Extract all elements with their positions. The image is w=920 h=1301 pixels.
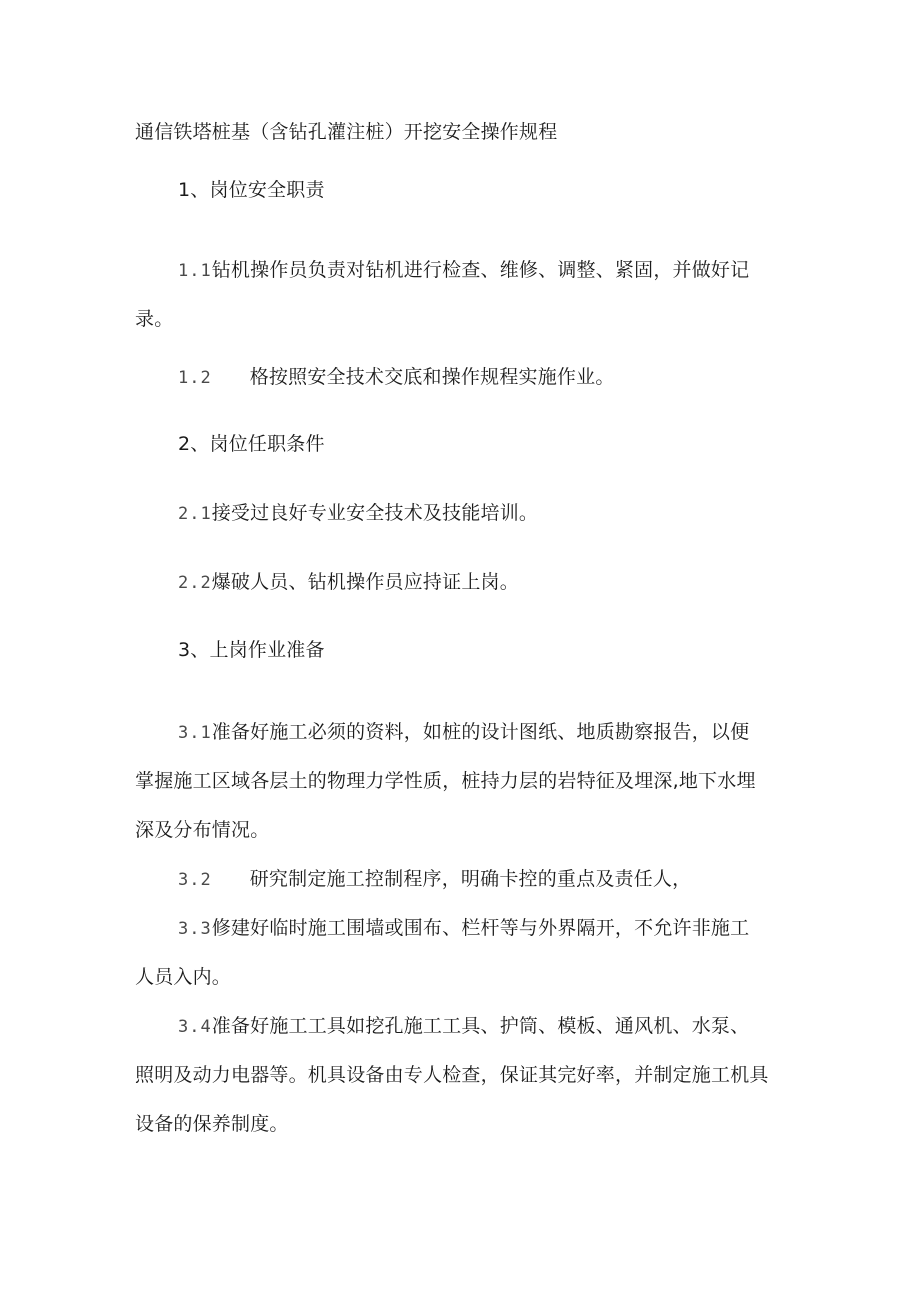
item-number: 3.2	[178, 870, 212, 890]
paragraph-text: 爆破人员、钻机操作员应持证上岗。	[211, 571, 519, 593]
paragraph-2-1	[178, 501, 538, 526]
paragraph-3-3	[178, 916, 749, 941]
paragraph-3-1	[178, 720, 749, 745]
paragraph-2-2	[178, 570, 519, 595]
paragraph-text: 准备好施工工具如挖孔施工工具、护筒、模板、通风机、水泵、	[211, 1015, 750, 1037]
item-number: 3.3	[178, 919, 212, 939]
section-heading-2: 2、岗位任职条件	[178, 433, 325, 455]
paragraph-3-4	[178, 1014, 749, 1039]
paragraph-3-4-continued-2: 设备的保养制度。	[135, 1113, 289, 1135]
paragraph-3-2	[178, 867, 691, 892]
paragraph-text: 格按照安全技术交底和操作规程实施作业。	[249, 366, 615, 388]
paragraph-3-1-continued-2: 深及分布情况。	[135, 819, 270, 841]
item-number: 3.4	[178, 1017, 212, 1037]
paragraph-text: 研究制定施工控制程序，明确卡控的重点及责任人，	[249, 868, 692, 890]
document-title: 通信铁塔桩基（含钻孔灌注桩）开挖安全操作规程	[135, 121, 558, 143]
paragraph-1-2	[178, 365, 615, 390]
item-number: 1.1	[178, 261, 212, 281]
item-number: 3.1	[178, 723, 212, 743]
paragraph-3-3-continued: 人员入内。	[135, 966, 232, 988]
paragraph-3-4-continued-1: 照明及动力电器等。机具设备由专人检查，保证其完好率，并制定施工机具	[135, 1064, 769, 1086]
item-number: 2.1	[178, 504, 212, 524]
section-heading-1: 1、岗位安全职责	[178, 179, 325, 201]
paragraph-text: 修建好临时施工围墙或围布、栏杆等与外界隔开，不允许非施工	[211, 917, 750, 939]
item-number: 1.2	[178, 368, 212, 388]
section-heading-3: 3、上岗作业准备	[178, 639, 325, 661]
item-number: 2.2	[178, 573, 212, 593]
paragraph-text: 钻机操作员负责对钻机进行检查、维修、调整、紧固，并做好记	[211, 259, 750, 281]
paragraph-3-1-continued-1: 掌握施工区域各层土的物理力学性质，桩持力层的岩特征及埋深,地下水埋	[135, 770, 756, 792]
paragraph-1-1	[178, 258, 749, 283]
paragraph-text: 准备好施工必须的资料，如桩的设计图纸、地质勘察报告，以便	[211, 721, 750, 743]
paragraph-text: 接受过良好专业安全技术及技能培训。	[211, 502, 539, 524]
paragraph-1-1-continued: 录。	[135, 308, 174, 330]
